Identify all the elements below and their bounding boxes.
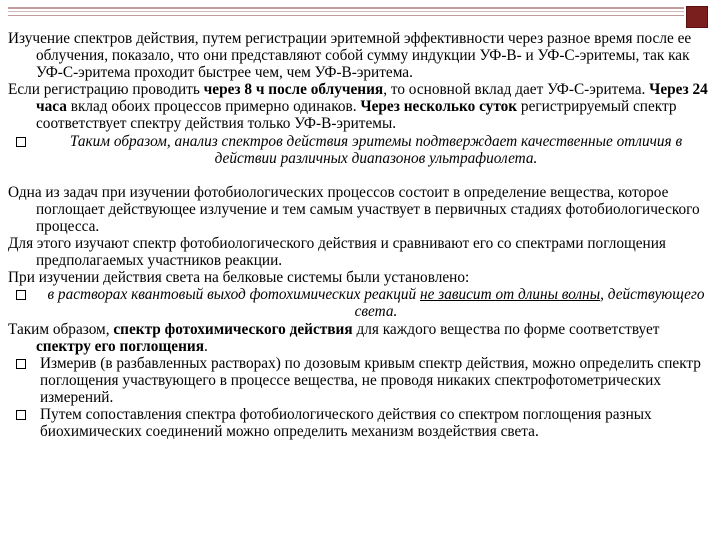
text-span: вклад обоих процессов примерно одинаков.: [66, 98, 361, 116]
paragraph-conclusion: [8, 321, 712, 355]
bullet-dose-curves: [8, 355, 712, 406]
text-span: , действующего света.: [354, 286, 705, 321]
text-span: .: [203, 337, 208, 355]
bullet-text: Таким образом, анализ спектров действия эритемы подтверждает качественные отличия в действии различных диапазонов ультрафиолета.: [69, 132, 683, 167]
text-span: , то основной вклад дает УФ-С-эритема.: [383, 81, 650, 99]
paragraph-action-spectrum: Для этого изучают спектр фотобиологического действия и сравнивают его со спектрами поглощения предполагаемых участников реакции.: [8, 235, 666, 270]
bold-span: спектру его поглощения: [36, 337, 204, 355]
hollow-square-bullet-icon: [16, 137, 26, 147]
hollow-square-bullet-icon: [16, 290, 26, 300]
underlined-span: не зависит от длины волны: [420, 286, 601, 304]
bullet-text: [40, 286, 712, 320]
text-span: в растворах квантовый выход фотохимических реакций: [47, 286, 421, 304]
bold-span: Через 24 часа: [36, 81, 708, 116]
text-span: Если регистрацию проводить: [8, 81, 204, 99]
text-span: для каждого вещества по форме соответствует: [352, 320, 660, 338]
top-decorative-lines: [8, 7, 684, 16]
paragraph-protein-systems: При изучении действия света на белковые системы были установлено:: [8, 269, 470, 287]
paragraph-photobiology-task: Одна из задач при изучении фотобиологических процессов состоит в определение вещества, которое поглощает действующее излучение и тем самым участвует в первичных стадиях фотобиологического процесса.: [8, 183, 700, 235]
bold-span: Через несколько суток: [360, 98, 518, 116]
bullet-mechanism: [8, 406, 712, 440]
bold-span: спектр фотохимического действия: [113, 320, 353, 338]
hollow-square-bullet-icon: [16, 359, 26, 369]
bullet-quantum-yield: [8, 286, 712, 320]
paragraph-registration-time: [8, 81, 712, 132]
bullet-text: Путем сопоставления спектра фотобиологического действия со спектром поглощения разных биохимических соединений можно определить механизм воздействия света.: [40, 405, 652, 441]
hollow-square-bullet-icon: [16, 410, 26, 420]
bold-span: через 8 ч после облучения: [203, 81, 384, 99]
bullet-erythema-conclusion: [8, 133, 712, 167]
bullet-text: Измерив (в разбавленных растворах) по дозовым кривым спектр действия, можно определить спектр поглощения участвующего в процессе вещества, не проводя никаких спектрофотометрических измерений.: [40, 354, 701, 406]
text-span: Таким образом,: [8, 320, 114, 338]
paragraph-erythema-spectra: Изучение спектров действия, путем регистрации эритемной эффективности через разное время после ее облучения, показало, что они представляют собой сумму индукции УФ-В- и УФ-С-эритемы, так как УФ-С-эритема проходит быстрее чем, чем УФ-В-эритема.: [8, 30, 692, 82]
spacer: [8, 167, 712, 184]
corner-square-icon: [686, 6, 708, 28]
slide-content: [8, 30, 712, 440]
text-span: регистрируемый спектр соответствует спектру действия только УФ-В-эритемы.: [36, 98, 677, 133]
